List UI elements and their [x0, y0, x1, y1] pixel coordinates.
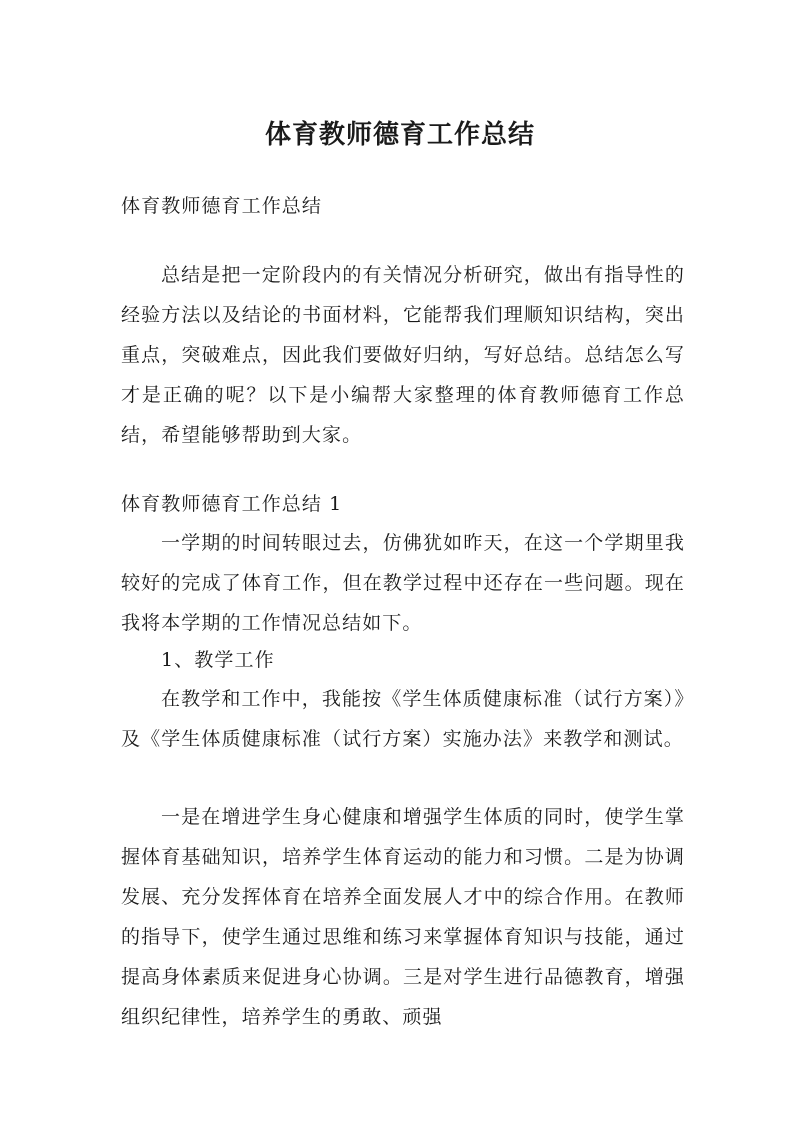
item-paragraph: 一是在增进学生身心健康和增强学生体质的同时，使学生掌握体育基础知识，培养学生体育运动的能力和习惯。二是为协调发展、充分发挥体育在培养全面发展人才中的综合作用。在教师的指导下，使学生通过思维和练习来掌握体育知识与技能，通过提高身体素质来促进身心协调。三是对学生进行品德教育，增强组织纪律性，培养学生的勇敢、顽强 [121, 806, 685, 1028]
document-subtitle: 体育教师德育工作总结 [121, 195, 323, 217]
section-paragraph: 一学期的时间转眼过去，仿佛犹如昨天，在这一个学期里我较好的完成了体育工作，但在教学过程中还存在一些问题。现在我将本学期的工作情况总结如下。 [121, 532, 685, 634]
intro-paragraph: 总结是把一定阶段内的有关情况分析研究，做出有指导性的经验方法以及结论的书面材料，它能帮我们理顺知识结构，突出重点，突破难点，因此我们要做好归纳，写好总结。总结怎么写才是正确的呢？以下是小编帮大家整理的体育教师德育工作总结，希望能够帮助到大家。 [121, 264, 685, 446]
section-heading: 体育教师德育工作总结 1 [121, 493, 343, 515]
item-heading: 1、教学工作 [161, 649, 275, 671]
document-title: 体育教师德育工作总结 [264, 120, 535, 151]
item-paragraph: 在教学和工作中，我能按《学生体质健康标准（试行方案）》及《学生体质健康标准（试行方案）实施办法》来教学和测试。 [121, 688, 685, 750]
